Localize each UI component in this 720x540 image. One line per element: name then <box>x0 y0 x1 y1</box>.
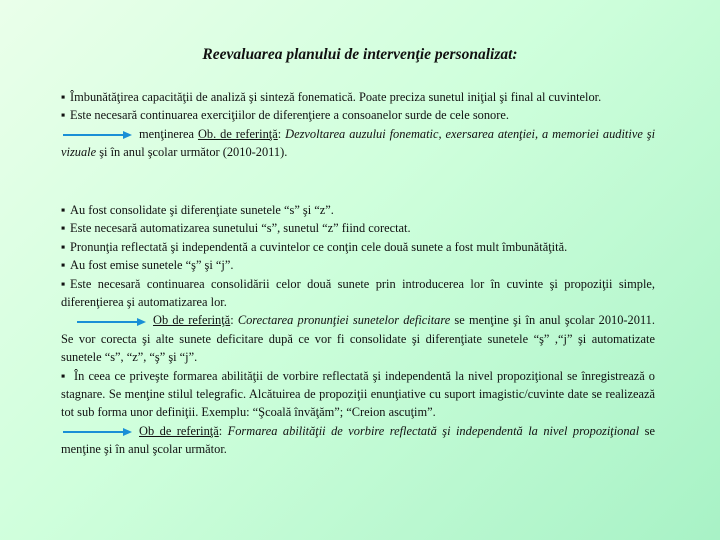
objective-paragraph: menţinerea Ob. de referinţă: Dezvoltarea auzului fonematic, exersarea atenţiei, a memoriei auditive şi vizuale şi în anul şcolar următor (2010-2011). <box>61 126 656 160</box>
list-item: ▪ Este necesară continuarea exerciţiilor de diferenţiere a consoanelor surde de cele sonore. <box>61 106 655 124</box>
list-item: ▪ Este necesară continuarea consolidării celor două sunete prin introducerea lor în cuvinte şi propoziţii simple, diferenţierea şi automatizarea lor. <box>61 276 655 310</box>
bullet-icon: ▪ <box>61 221 66 236</box>
section-1 <box>61 88 655 162</box>
list-item: ▪ În ceea ce priveşte formarea abilităţii de vorbire reflectată şi independentă la nivel propoziţional se înregistrează o stagnare. Se menţine stilul telegrafic. Alcătuirea de propoziţii enunţiative cu suport imagistic/cuvinte date se realizează tot sub forma unor definiţii. Exemplu: “Şcoală învăţăm”; “Creion ascuţim”. <box>61 368 655 420</box>
arrow-right-icon <box>61 130 133 140</box>
arrow-right-icon <box>75 317 147 327</box>
page-title: Reevaluarea planului de intervenţie personalizat: <box>202 46 518 63</box>
bullet-icon: ▪ <box>61 276 66 291</box>
bullet-icon: ▪ <box>61 90 66 104</box>
list-item: ▪ Au fost emise sunetele “ş” şi “j”. <box>61 256 655 274</box>
objective-paragraph: Ob de referinţă: Formarea abilităţii de vorbire reflectată şi independentă la nivel propoziţional se menţine şi în anul şcolar următor. <box>61 423 655 457</box>
bullet-icon: ▪ <box>61 239 66 254</box>
bullet-icon: ▪ <box>61 258 66 273</box>
objective-paragraph: Ob de referinţă: Corectarea pronunţiei sunetelor deficitare se menţine şi în anul şcolar 2010-2011. Se vor corecta şi alte sunete deficitare după ce vor fi consolidate şi diferenţiate sunetele “ş” ,“j” şi automatizate sunetele “s”, “z”, “ş” şi “j”. <box>61 313 655 365</box>
list-item: ▪ Au fost consolidate şi diferenţiate sunetele “s” şi “z”. <box>61 201 655 219</box>
list-item: ▪ Îmbunătăţirea capacităţii de analiză şi sinteză fonematică. Poate preciza sunetul iniţial şi final al cuvintelor. <box>61 88 655 106</box>
bullet-icon: ▪ <box>61 108 66 123</box>
list-item: ▪ Este necesară automatizarea sunetului “s”, sunetul “z” fiind corectat. <box>61 219 655 237</box>
section-2 <box>61 201 655 459</box>
bullet-icon: ▪ <box>61 368 66 383</box>
list-item: ▪ Pronunţia reflectată şi independentă a cuvintelor ce conţin cele două sunete a fost mult îmbunătăţită. <box>61 238 655 256</box>
bullet-icon: ▪ <box>61 203 66 217</box>
arrow-right-icon <box>61 427 133 437</box>
